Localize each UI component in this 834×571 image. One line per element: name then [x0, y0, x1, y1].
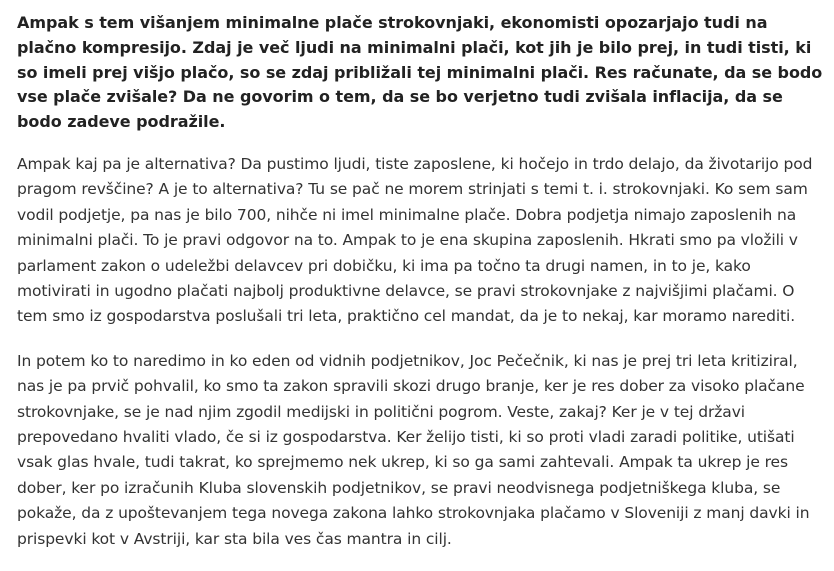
lead-question: Ampak s tem višanjem minimalne plače strokovnjaki, ekonomisti opozarjajo tudi na plačno kompresijo. Zdaj je več ljudi na minimalni plači, kot jih je bilo prej, in tudi tisti, ki so imeli prej višjo plačo, so se zdaj približali tej minimalni plači. Res računate, da se bodo vse plače zvišale? Da ne govorim o tem, da se bo verjetno tudi zvišala inflacija, da se bodo zadeve podražile. [17, 13, 823, 132]
answer-paragraph: Ampak kaj pa je alternativa? Da pustimo ljudi, tiste zaposlene, ki hočejo in trdo delajo, da životarijo pod pragom revščine? A je to alternativa? Tu se pač ne morem strinjati s temi t. i. strokovnjaki. Ko sem sam vodil podjetje, pa nas je bilo 700, nihče ni imel minimalne plače. Dobra podjetja nimajo zaposlenih na minimalni plači. To je pravi odgovor na to. Ampak to je ena skupina zaposlenih. Hkrati smo pa vložili v parlament zakon o udeležbi delavcev pri dobičku, ki ima pa točno ta drugi namen, in to je, kako motivirati in ugodno plačati najbolj produktivne delavce, se pravi strokovnjake z najvišjimi plačami. O tem smo iz gospodarstva poslušali tri leta, praktično cel mandat, da je to nekaj, kar moramo narediti. [17, 154, 813, 326]
article-body [17, 11, 823, 571]
answer-paragraph: In potem ko to naredimo in ko eden od vidnih podjetnikov, Joc Pečečnik, ki nas je prej tri leta kritiziral, nas je pa prvič pohvalil, ko smo ta zakon spravili skozi drugo branje, ker je res dober za visoko plačane strokovnjake, se je nad njim zgodil medijski in politični pogrom. Veste, zakaj? Ker je v tej državi prepovedano hvaliti vlado, če si iz gospodarstva. Ker želijo tisti, ki so proti vladi zaradi politike, utišati vsak glas hvale, tudi takrat, ko sprejmemo nek ukrep, ki so ga sami zahtevali. Ampak ta ukrep je res dober, ker po izračunih Kluba slovenskih podjetnikov, se pravi neodvisnega podjetniškega kluba, se pokaže, da z upoštevanjem tega novega zakona lahko strokovnjaka plačamo v Sloveniji z manj davki in prispevki kot v Avstriji, kar sta bila ves čas mantra in cilj. [17, 351, 810, 548]
